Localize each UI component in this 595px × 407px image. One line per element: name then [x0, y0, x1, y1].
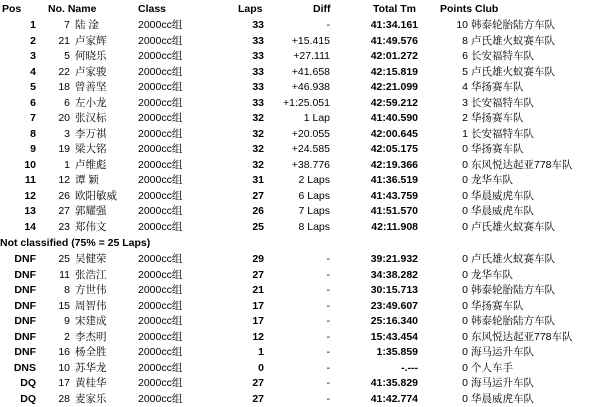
laps-cell: 12	[252, 330, 264, 343]
points-cell: 0	[462, 284, 468, 296]
total-time-cell: 41:49.576	[370, 34, 418, 47]
header-no-name: No. Name	[48, 3, 97, 15]
driver-name-cell: 吴健荣	[75, 253, 107, 265]
laps-cell: 32	[252, 143, 264, 155]
position-cell: DNF	[14, 284, 36, 296]
club-cell: 海马运升车队	[471, 377, 534, 389]
position-cell: DQ	[20, 377, 36, 389]
position-cell: 3	[30, 50, 36, 62]
points-cell: 10	[456, 19, 468, 31]
total-time-cell: 42:59.212	[370, 96, 418, 109]
total-time-cell: 41:36.519	[370, 174, 418, 186]
class-cell: 2000cc组	[138, 220, 183, 233]
club-cell: 华扬赛车队	[471, 143, 524, 155]
club-cell: 东风悦达起亚778车队	[471, 158, 573, 171]
car-number-cell: 1	[64, 158, 70, 171]
total-time-cell: 39:21.932	[370, 253, 418, 265]
driver-name-cell: 谭 颖	[75, 174, 99, 186]
laps-cell: 25	[252, 220, 264, 233]
result-row	[0, 329, 595, 345]
car-number-cell: 19	[58, 143, 70, 155]
diff-cell: -	[326, 315, 330, 327]
total-time-cell: 42:00.645	[370, 127, 418, 140]
not-classified-title: Not classified (75% = 25 Laps)	[0, 237, 151, 249]
club-cell: 长安福特车队	[471, 96, 534, 109]
car-number-cell: 5	[64, 50, 70, 62]
total-time-cell: 41:34.161	[370, 19, 418, 31]
total-time-cell: 41:35.829	[370, 377, 418, 389]
results-header	[0, 1, 595, 17]
laps-cell: 32	[252, 158, 264, 171]
total-time-cell: 42:21.099	[370, 81, 418, 93]
total-time-cell: 34:38.282	[370, 268, 418, 281]
driver-name-cell: 卢家骏	[75, 65, 107, 78]
class-cell: 2000cc组	[138, 50, 183, 62]
header-diff: Diff	[313, 3, 331, 15]
total-time-cell: -.---	[401, 361, 418, 374]
position-cell: 8	[30, 127, 36, 140]
diff-cell: +38.776	[291, 158, 330, 171]
total-time-cell: 41:43.759	[370, 189, 418, 202]
diff-cell: -	[326, 299, 330, 312]
car-number-cell: 10	[58, 361, 70, 374]
class-cell: 2000cc组	[138, 189, 183, 202]
club-cell: 长安福特车队	[471, 50, 534, 62]
position-cell: DNS	[13, 361, 36, 374]
points-cell: 0	[462, 158, 468, 171]
car-number-cell: 22	[58, 65, 70, 78]
position-cell: 4	[30, 65, 36, 78]
diff-cell: -	[326, 377, 330, 389]
points-cell: 0	[462, 299, 468, 312]
position-cell: DNF	[14, 299, 36, 312]
club-cell: 个人车手	[471, 361, 513, 374]
class-cell: 2000cc组	[138, 284, 183, 296]
result-row	[0, 188, 595, 204]
club-cell: 卢氏雄火蚁赛车队	[471, 34, 555, 47]
driver-name-cell: 杨全胜	[75, 346, 107, 358]
result-row	[0, 298, 595, 314]
laps-cell: 0	[258, 361, 264, 374]
diff-cell: +46.938	[291, 81, 330, 93]
total-time-cell: 1:35.859	[376, 346, 418, 358]
class-cell: 2000cc组	[138, 253, 183, 265]
club-cell: 韩泰轮胎陆方车队	[471, 19, 555, 31]
result-row	[0, 141, 595, 157]
car-number-cell: 17	[58, 377, 70, 389]
laps-cell: 32	[252, 127, 264, 140]
laps-cell: 33	[252, 34, 264, 47]
result-row	[0, 17, 595, 33]
club-cell: 华晨威虎车队	[471, 205, 534, 217]
driver-name-cell: 麦家乐	[75, 392, 107, 405]
club-cell: 东风悦达起亚778车队	[471, 330, 573, 343]
diff-cell: 7 Laps	[298, 205, 330, 217]
total-time-cell: 30:15.713	[370, 284, 418, 296]
laps-cell: 33	[252, 65, 264, 78]
club-cell: 龙华车队	[471, 268, 513, 281]
points-cell: 0	[462, 253, 468, 265]
driver-name-cell: 方世伟	[75, 284, 107, 296]
laps-cell: 26	[252, 205, 264, 217]
car-number-cell: 28	[58, 392, 70, 405]
diff-cell: -	[326, 19, 330, 31]
result-row	[0, 219, 595, 235]
class-cell: 2000cc组	[138, 392, 183, 405]
class-cell: 2000cc组	[138, 112, 183, 124]
laps-cell: 33	[252, 50, 264, 62]
class-cell: 2000cc组	[138, 346, 183, 358]
result-row	[0, 251, 595, 267]
total-time-cell: 42:15.819	[370, 65, 418, 78]
laps-cell: 1	[258, 346, 264, 358]
laps-cell: 33	[252, 19, 264, 31]
position-cell: 5	[30, 81, 36, 93]
result-row	[0, 267, 595, 283]
driver-name-cell: 陆 淦	[75, 19, 99, 31]
driver-name-cell: 左小龙	[75, 96, 107, 109]
club-cell: 卢氏雄火蚁赛车队	[471, 65, 555, 78]
class-cell: 2000cc组	[138, 96, 183, 109]
points-cell: 0	[462, 361, 468, 374]
class-cell: 2000cc组	[138, 81, 183, 93]
class-cell: 2000cc组	[138, 143, 183, 155]
laps-cell: 27	[252, 377, 264, 389]
club-cell: 华扬赛车队	[471, 81, 524, 93]
class-cell: 2000cc组	[138, 174, 183, 186]
club-cell: 华扬赛车队	[471, 112, 524, 124]
diff-cell: -	[326, 253, 330, 265]
class-cell: 2000cc组	[138, 315, 183, 327]
result-row	[0, 157, 595, 173]
header-laps: Laps	[238, 3, 263, 15]
total-time-cell: 25:16.340	[370, 315, 418, 327]
position-cell: 10	[24, 158, 36, 171]
car-number-cell: 6	[64, 96, 70, 109]
points-cell: 0	[462, 268, 468, 281]
total-time-cell: 42:05.175	[370, 143, 418, 155]
points-cell: 0	[462, 346, 468, 358]
car-number-cell: 25	[58, 253, 70, 265]
position-cell: DNF	[14, 330, 36, 343]
result-row	[0, 33, 595, 49]
result-row	[0, 48, 595, 64]
class-cell: 2000cc组	[138, 299, 183, 312]
diff-cell: -	[326, 330, 330, 343]
class-cell: 2000cc组	[138, 127, 183, 140]
car-number-cell: 23	[58, 220, 70, 233]
header-total-time: Total Tm	[373, 3, 416, 15]
points-cell: 2	[462, 112, 468, 124]
car-number-cell: 9	[64, 315, 70, 327]
header-points-club: Points Club	[440, 3, 499, 15]
diff-cell: +27.111	[293, 50, 330, 62]
driver-name-cell: 欧阳敏威	[75, 189, 117, 202]
car-number-cell: 18	[58, 81, 70, 93]
position-cell: DNF	[14, 346, 36, 358]
diff-cell: +15.415	[291, 34, 330, 47]
club-cell: 韩泰轮胎陆方车队	[471, 315, 555, 327]
position-cell: 7	[30, 112, 36, 124]
laps-cell: 33	[252, 81, 264, 93]
laps-cell: 17	[252, 315, 264, 327]
driver-name-cell: 郑伟文	[75, 220, 107, 233]
car-number-cell: 7	[64, 19, 70, 31]
diff-cell: -	[326, 392, 330, 405]
result-row	[0, 313, 595, 329]
position-cell: DNF	[14, 268, 36, 281]
position-cell: 6	[30, 96, 36, 109]
diff-cell: 6 Laps	[298, 189, 330, 202]
laps-cell: 27	[252, 189, 264, 202]
club-cell: 华晨威虎车队	[471, 392, 534, 405]
laps-cell: 21	[252, 284, 264, 296]
position-cell: 1	[30, 19, 36, 31]
club-cell: 长安福特车队	[471, 127, 534, 140]
result-row	[0, 110, 595, 126]
class-cell: 2000cc组	[138, 268, 183, 281]
points-cell: 0	[462, 189, 468, 202]
header-pos: Pos	[2, 3, 22, 15]
car-number-cell: 8	[64, 284, 70, 296]
laps-cell: 31	[252, 174, 264, 186]
diff-cell: -	[326, 346, 330, 358]
class-cell: 2000cc组	[138, 377, 183, 389]
points-cell: 0	[462, 315, 468, 327]
class-cell: 2000cc组	[138, 65, 183, 78]
laps-cell: 32	[252, 112, 264, 124]
diff-cell: 1 Lap	[303, 112, 330, 124]
class-cell: 2000cc组	[138, 34, 183, 47]
driver-name-cell: 李杰明	[75, 330, 107, 343]
driver-name-cell: 曾善坚	[75, 81, 107, 93]
result-row	[0, 172, 595, 188]
car-number-cell: 26	[58, 189, 70, 202]
driver-name-cell: 梁大铭	[75, 143, 107, 155]
position-cell: 2	[30, 34, 36, 47]
laps-cell: 27	[252, 268, 264, 281]
points-cell: 0	[462, 377, 468, 389]
car-number-cell: 16	[58, 346, 70, 358]
driver-name-cell: 周智伟	[75, 299, 107, 312]
driver-name-cell: 苏华龙	[75, 361, 107, 374]
result-row	[0, 282, 595, 298]
driver-name-cell: 卢维彪	[75, 158, 107, 171]
diff-cell: +41.658	[291, 65, 330, 78]
position-cell: DNF	[14, 315, 36, 327]
header-class: Class	[138, 3, 167, 15]
points-cell: 0	[462, 330, 468, 343]
car-number-cell: 12	[58, 174, 70, 186]
result-row	[0, 203, 595, 219]
position-cell: 11	[24, 174, 36, 186]
driver-name-cell: 何晓乐	[75, 50, 107, 62]
car-number-cell: 15	[58, 299, 70, 312]
result-row	[0, 344, 595, 360]
total-time-cell: 41:40.590	[370, 112, 418, 124]
position-cell: 14	[24, 220, 36, 233]
result-row	[0, 375, 595, 391]
points-cell: 0	[462, 143, 468, 155]
total-time-cell: 41:42.774	[370, 392, 418, 405]
diff-cell: +1:25.051	[282, 96, 330, 109]
club-cell: 华扬赛车队	[471, 299, 524, 312]
total-time-cell: 42:19.366	[370, 158, 418, 171]
laps-cell: 29	[252, 253, 264, 265]
driver-name-cell: 卢家辉	[75, 34, 107, 47]
result-row	[0, 360, 595, 376]
result-row	[0, 79, 595, 95]
diff-cell: -	[326, 268, 330, 281]
result-row	[0, 391, 595, 407]
car-number-cell: 27	[58, 205, 70, 217]
total-time-cell: 15:43.454	[370, 330, 418, 343]
position-cell: DNF	[14, 253, 36, 265]
club-cell: 韩泰轮胎陆方车队	[471, 284, 555, 296]
class-cell: 2000cc组	[138, 158, 183, 171]
result-row	[0, 64, 595, 80]
driver-name-cell: 李万祺	[75, 127, 107, 140]
total-time-cell: 23:49.607	[370, 299, 418, 312]
car-number-cell: 20	[58, 112, 70, 124]
class-cell: 2000cc组	[138, 330, 183, 343]
driver-name-cell: 宋建成	[75, 315, 107, 327]
driver-name-cell: 黄桂华	[75, 377, 107, 389]
result-row	[0, 126, 595, 142]
driver-name-cell: 张浩江	[75, 268, 107, 281]
diff-cell: -	[326, 284, 330, 296]
laps-cell: 33	[252, 96, 264, 109]
car-number-cell: 11	[59, 268, 70, 281]
class-cell: 2000cc组	[138, 361, 183, 374]
driver-name-cell: 张汉标	[75, 112, 107, 124]
points-cell: 4	[462, 81, 468, 93]
points-cell: 0	[462, 220, 468, 233]
class-cell: 2000cc组	[138, 19, 183, 31]
total-time-cell: 42:11.908	[371, 220, 418, 233]
class-cell: 2000cc组	[138, 205, 183, 217]
points-cell: 1	[462, 127, 468, 140]
points-cell: 0	[462, 174, 468, 186]
diff-cell: 2 Laps	[298, 174, 330, 186]
club-cell: 卢氏雄火蚁赛车队	[471, 220, 555, 233]
club-cell: 华晨威虎车队	[471, 189, 534, 202]
position-cell: 12	[24, 189, 36, 202]
laps-cell: 17	[252, 299, 264, 312]
diff-cell: 8 Laps	[298, 220, 330, 233]
position-cell: 13	[24, 205, 36, 217]
points-cell: 8	[462, 34, 468, 47]
club-cell: 卢氏雄火蚁赛车队	[471, 253, 555, 265]
total-time-cell: 41:51.570	[370, 205, 418, 217]
points-cell: 5	[462, 65, 468, 78]
position-cell: 9	[30, 143, 36, 155]
points-cell: 3	[462, 96, 468, 109]
total-time-cell: 42:01.272	[370, 50, 418, 62]
car-number-cell: 3	[64, 127, 70, 140]
diff-cell: +24.585	[291, 143, 330, 155]
diff-cell: +20.055	[291, 127, 330, 140]
car-number-cell: 2	[64, 330, 70, 343]
driver-name-cell: 郭耀强	[75, 205, 107, 217]
points-cell: 0	[462, 392, 468, 405]
diff-cell: -	[326, 361, 330, 374]
laps-cell: 27	[252, 392, 264, 405]
club-cell: 海马运升车队	[471, 346, 534, 358]
car-number-cell: 21	[58, 34, 70, 47]
position-cell: DQ	[20, 392, 36, 405]
points-cell: 6	[462, 50, 468, 62]
points-cell: 0	[462, 205, 468, 217]
club-cell: 龙华车队	[471, 174, 513, 186]
result-row	[0, 95, 595, 111]
